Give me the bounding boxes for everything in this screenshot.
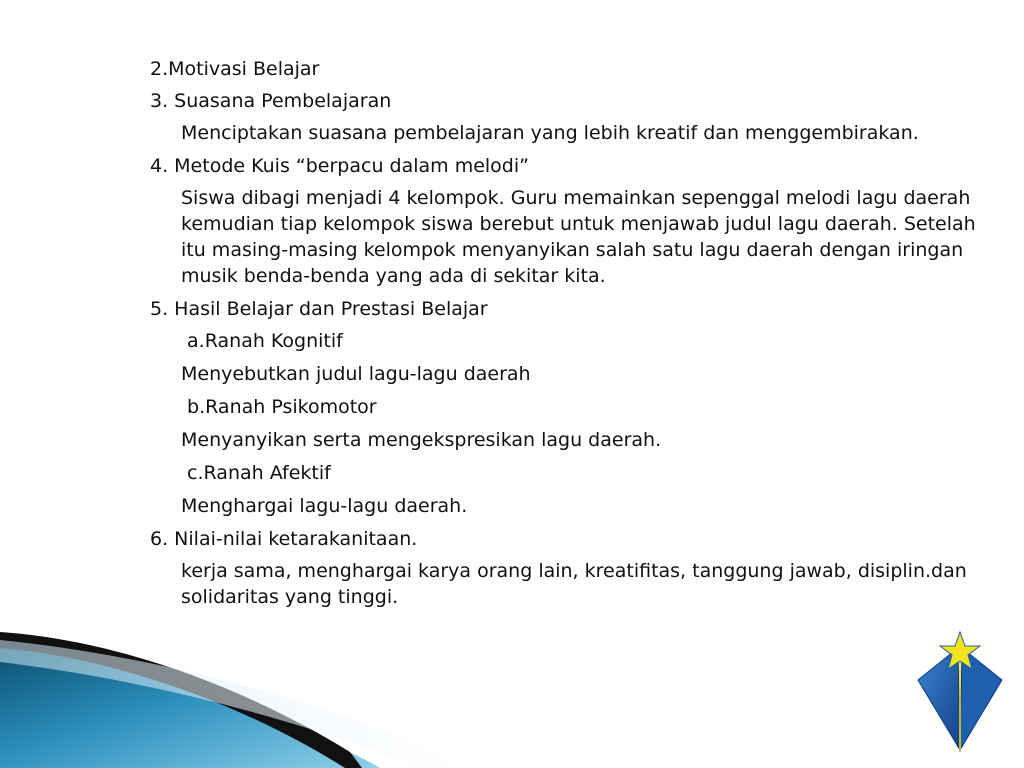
list-item: 3. Suasana Pembelajaran xyxy=(150,90,392,112)
list-item: Menyanyikan serta mengekspresikan lagu daerah. xyxy=(181,429,662,451)
list-item: Menghargai lagu-lagu daerah. xyxy=(181,495,468,517)
list-item: b.Ranah Psikomotor xyxy=(181,396,377,418)
list-item: a.Ranah Kognitif xyxy=(181,330,343,352)
list-item: 2.Motivasi Belajar xyxy=(150,58,320,80)
list-item: Menciptakan suasana pembelajaran yang lebih kreatif dan menggembirakan. xyxy=(181,122,919,144)
list-item: Menyebutkan judul lagu-lagu daerah xyxy=(181,363,531,385)
list-item: kerja sama, menghargai karya orang lain, kreatifitas, tanggung jawab, disiplin.dan solidaritas yang tinggi. xyxy=(181,560,967,608)
list-item: c.Ranah Afektif xyxy=(181,462,331,484)
list-item: 6. Nilai-nilai ketarakanitaan. xyxy=(150,528,418,550)
list-item: 5. Hasil Belajar dan Prestasi Belajar xyxy=(150,298,488,320)
list-item: 4. Metode Kuis “berpacu dalam melodi” xyxy=(150,155,529,177)
list-item: Siswa dibagi menjadi 4 kelompok. Guru memainkan sepenggal melodi lagu daerah kemudian tiap kelompok siswa berebut untuk menjawab judul lagu daerah. Setelah itu masing-masing kelompok menyanyikan salah satu lagu daerah dengan iringan musik benda-benda yang ada di sekitar kita. xyxy=(181,187,976,287)
